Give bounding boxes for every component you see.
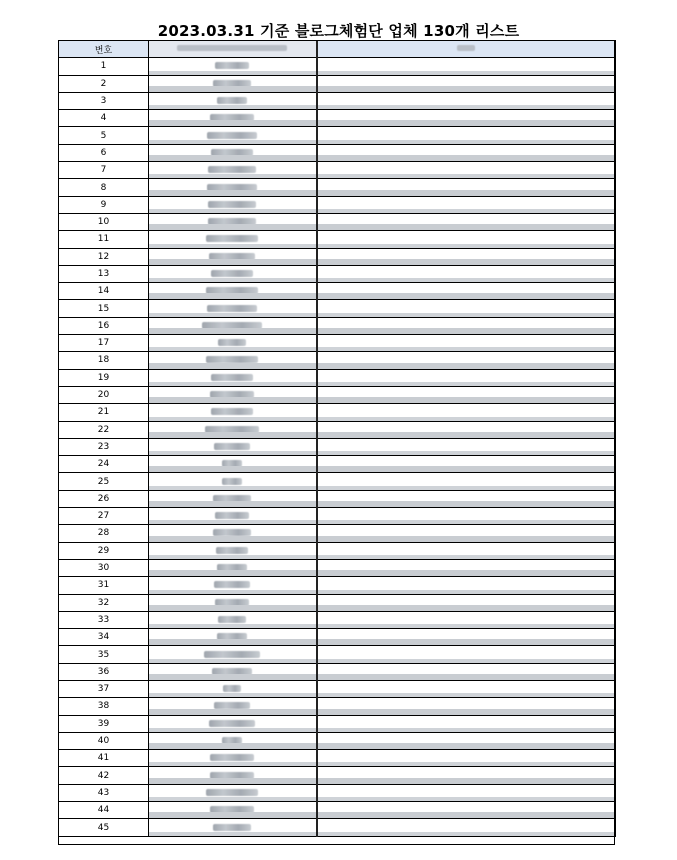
link-redacted <box>317 663 616 680</box>
company-name-redacted <box>149 525 317 542</box>
redacted-text <box>214 443 250 450</box>
table-row <box>59 715 616 732</box>
table-row <box>59 750 616 767</box>
company-name-redacted <box>149 162 317 179</box>
redacted-text <box>216 547 248 554</box>
link-redacted <box>317 317 616 334</box>
redacted-text <box>206 356 258 363</box>
table-row <box>59 680 616 697</box>
row-number: 23 <box>59 438 149 455</box>
redacted-text <box>208 201 256 208</box>
company-name-redacted <box>149 92 317 109</box>
company-name-redacted <box>149 473 317 490</box>
table-row <box>59 213 616 230</box>
company-name-redacted <box>149 127 317 144</box>
redacted-text <box>218 339 246 346</box>
company-name-redacted <box>149 231 317 248</box>
table-row <box>59 629 616 646</box>
row-number: 35 <box>59 646 149 663</box>
table-row <box>59 196 616 213</box>
company-name-redacted <box>149 386 317 403</box>
company-name-redacted <box>149 784 317 801</box>
row-number: 6 <box>59 144 149 161</box>
row-number: 45 <box>59 819 149 836</box>
company-name-redacted <box>149 300 317 317</box>
redacted-text <box>210 806 254 813</box>
link-redacted <box>317 542 616 559</box>
redacted-text <box>206 235 258 242</box>
row-number: 20 <box>59 386 149 403</box>
company-name-redacted <box>149 283 317 300</box>
row-number: 33 <box>59 611 149 628</box>
company-name-redacted <box>149 144 317 161</box>
redacted-text <box>211 408 253 415</box>
link-redacted <box>317 594 616 611</box>
redacted-text <box>217 97 247 104</box>
table-row <box>59 144 616 161</box>
redacted-text <box>206 287 258 294</box>
table-row <box>59 646 616 663</box>
table-row <box>59 162 616 179</box>
redacted-text <box>214 702 250 709</box>
table-row <box>59 594 616 611</box>
link-redacted <box>317 248 616 265</box>
company-name-redacted <box>149 369 317 386</box>
link-redacted <box>317 680 616 697</box>
redacted-header-text <box>177 45 287 51</box>
table-row <box>59 283 616 300</box>
table-row <box>59 508 616 525</box>
row-number: 14 <box>59 283 149 300</box>
row-number: 17 <box>59 335 149 352</box>
row-number: 12 <box>59 248 149 265</box>
link-redacted <box>317 802 616 819</box>
link-redacted <box>317 646 616 663</box>
link-redacted <box>317 819 616 836</box>
table-row <box>59 179 616 196</box>
redacted-text <box>209 253 255 260</box>
document-title: 2023.03.31 기준 블로그체험단 업체 130개 리스트 <box>157 22 520 40</box>
row-number: 7 <box>59 162 149 179</box>
link-redacted <box>317 300 616 317</box>
table-row <box>59 490 616 507</box>
redacted-text <box>211 270 253 277</box>
redacted-text <box>214 581 250 588</box>
table-row <box>59 92 616 109</box>
redacted-text <box>208 218 256 225</box>
redacted-text <box>205 426 259 433</box>
table-row <box>59 75 616 92</box>
company-name-redacted <box>149 629 317 646</box>
company-table <box>58 40 616 837</box>
redacted-text <box>209 720 255 727</box>
link-redacted <box>317 525 616 542</box>
company-name-redacted <box>149 715 317 732</box>
row-number: 26 <box>59 490 149 507</box>
link-redacted <box>317 127 616 144</box>
link-redacted <box>317 335 616 352</box>
redacted-text <box>207 184 257 191</box>
redacted-text <box>213 495 251 502</box>
table-row <box>59 559 616 576</box>
table-row <box>59 456 616 473</box>
table-row <box>59 663 616 680</box>
company-name-redacted <box>149 110 317 127</box>
redacted-text <box>210 754 254 761</box>
redacted-text <box>211 149 253 156</box>
row-number: 2 <box>59 75 149 92</box>
row-number: 11 <box>59 231 149 248</box>
redacted-text <box>206 789 258 796</box>
link-redacted <box>317 715 616 732</box>
table-row <box>59 231 616 248</box>
company-name-redacted <box>149 663 317 680</box>
company-name-redacted <box>149 456 317 473</box>
row-number: 15 <box>59 300 149 317</box>
row-number: 16 <box>59 317 149 334</box>
company-name-redacted <box>149 317 317 334</box>
link-redacted <box>317 577 616 594</box>
company-name-redacted <box>149 248 317 265</box>
row-number: 43 <box>59 784 149 801</box>
header-number: 번호 <box>59 41 149 58</box>
table-row <box>59 802 616 819</box>
row-number: 36 <box>59 663 149 680</box>
link-redacted <box>317 750 616 767</box>
row-number: 30 <box>59 559 149 576</box>
company-name-redacted <box>149 179 317 196</box>
company-name-redacted <box>149 196 317 213</box>
row-number: 31 <box>59 577 149 594</box>
row-number: 1 <box>59 58 149 75</box>
row-number: 24 <box>59 456 149 473</box>
link-redacted <box>317 629 616 646</box>
company-name-redacted <box>149 75 317 92</box>
redacted-text <box>218 616 246 623</box>
link-redacted <box>317 265 616 282</box>
row-number: 39 <box>59 715 149 732</box>
table-row <box>59 819 616 836</box>
table-row <box>59 127 616 144</box>
company-name-redacted <box>149 508 317 525</box>
company-name-redacted <box>149 646 317 663</box>
table-row <box>59 386 616 403</box>
redacted-text <box>222 460 242 467</box>
link-redacted <box>317 698 616 715</box>
link-redacted <box>317 404 616 421</box>
redacted-text <box>212 668 252 675</box>
link-redacted <box>317 784 616 801</box>
redacted-text <box>204 651 260 658</box>
company-name-redacted <box>149 213 317 230</box>
table-row <box>59 784 616 801</box>
table-row <box>59 525 616 542</box>
row-number: 29 <box>59 542 149 559</box>
redacted-text <box>210 772 254 779</box>
table-row <box>59 767 616 784</box>
row-number: 28 <box>59 525 149 542</box>
header-company-name-redacted <box>149 41 317 58</box>
row-number: 44 <box>59 802 149 819</box>
link-redacted <box>317 283 616 300</box>
row-number: 37 <box>59 680 149 697</box>
redacted-text <box>202 322 262 329</box>
table-row <box>59 421 616 438</box>
row-number: 4 <box>59 110 149 127</box>
link-redacted <box>317 75 616 92</box>
redacted-text <box>213 824 251 831</box>
company-name-redacted <box>149 698 317 715</box>
redacted-text <box>223 685 241 692</box>
link-redacted <box>317 352 616 369</box>
company-name-redacted <box>149 559 317 576</box>
redacted-text <box>215 62 249 69</box>
table-row <box>59 352 616 369</box>
redacted-text <box>210 391 254 398</box>
company-name-redacted <box>149 490 317 507</box>
link-redacted <box>317 196 616 213</box>
row-number: 40 <box>59 732 149 749</box>
link-redacted <box>317 508 616 525</box>
table-row <box>59 577 616 594</box>
company-name-redacted <box>149 767 317 784</box>
redacted-header-text <box>457 45 475 51</box>
row-number: 18 <box>59 352 149 369</box>
redacted-text <box>222 478 242 485</box>
link-redacted <box>317 369 616 386</box>
redacted-text <box>215 512 249 519</box>
table-row <box>59 542 616 559</box>
redacted-text <box>208 166 256 173</box>
row-number: 25 <box>59 473 149 490</box>
table-body <box>59 58 616 836</box>
company-name-redacted <box>149 802 317 819</box>
company-name-redacted <box>149 594 317 611</box>
company-name-redacted <box>149 335 317 352</box>
redacted-text <box>217 633 247 640</box>
redacted-text <box>207 305 257 312</box>
row-number: 9 <box>59 196 149 213</box>
table-row <box>59 698 616 715</box>
link-redacted <box>317 611 616 628</box>
company-name-redacted <box>149 680 317 697</box>
company-list-sheet <box>58 40 615 837</box>
table-row <box>59 369 616 386</box>
company-name-redacted <box>149 352 317 369</box>
table-header-row <box>59 41 616 58</box>
table-row <box>59 58 616 75</box>
link-redacted <box>317 559 616 576</box>
row-number: 38 <box>59 698 149 715</box>
redacted-text <box>215 599 249 606</box>
link-redacted <box>317 438 616 455</box>
header-link-redacted <box>317 41 616 58</box>
row-number: 34 <box>59 629 149 646</box>
table-row <box>59 300 616 317</box>
link-redacted <box>317 92 616 109</box>
redacted-text <box>211 374 253 381</box>
table-row <box>59 611 616 628</box>
redacted-text <box>213 80 251 87</box>
row-number: 41 <box>59 750 149 767</box>
row-number: 19 <box>59 369 149 386</box>
company-name-redacted <box>149 438 317 455</box>
redacted-text <box>210 114 254 121</box>
table-row <box>59 404 616 421</box>
link-redacted <box>317 473 616 490</box>
row-number: 32 <box>59 594 149 611</box>
table-row <box>59 335 616 352</box>
link-redacted <box>317 456 616 473</box>
company-name-redacted <box>149 819 317 836</box>
table-row <box>59 110 616 127</box>
row-number: 42 <box>59 767 149 784</box>
redacted-text <box>207 132 257 139</box>
redacted-text <box>213 529 251 536</box>
link-redacted <box>317 213 616 230</box>
link-redacted <box>317 490 616 507</box>
row-number: 27 <box>59 508 149 525</box>
link-redacted <box>317 231 616 248</box>
table-row <box>59 473 616 490</box>
redacted-text <box>222 737 242 744</box>
company-name-redacted <box>149 542 317 559</box>
row-number: 5 <box>59 127 149 144</box>
row-number: 10 <box>59 213 149 230</box>
table-row <box>59 265 616 282</box>
redacted-text <box>217 564 247 571</box>
link-redacted <box>317 767 616 784</box>
link-redacted <box>317 162 616 179</box>
link-redacted <box>317 386 616 403</box>
row-number: 13 <box>59 265 149 282</box>
table-row <box>59 248 616 265</box>
row-number: 3 <box>59 92 149 109</box>
row-number: 22 <box>59 421 149 438</box>
company-name-redacted <box>149 265 317 282</box>
company-name-redacted <box>149 732 317 749</box>
company-name-redacted <box>149 404 317 421</box>
link-redacted <box>317 144 616 161</box>
company-name-redacted <box>149 421 317 438</box>
table-row <box>59 732 616 749</box>
company-name-redacted <box>149 58 317 75</box>
link-redacted <box>317 110 616 127</box>
link-redacted <box>317 179 616 196</box>
link-redacted <box>317 58 616 75</box>
link-redacted <box>317 421 616 438</box>
company-name-redacted <box>149 611 317 628</box>
company-name-redacted <box>149 750 317 767</box>
table-row <box>59 317 616 334</box>
link-redacted <box>317 732 616 749</box>
company-name-redacted <box>149 577 317 594</box>
row-number: 8 <box>59 179 149 196</box>
table-row <box>59 438 616 455</box>
row-number: 21 <box>59 404 149 421</box>
